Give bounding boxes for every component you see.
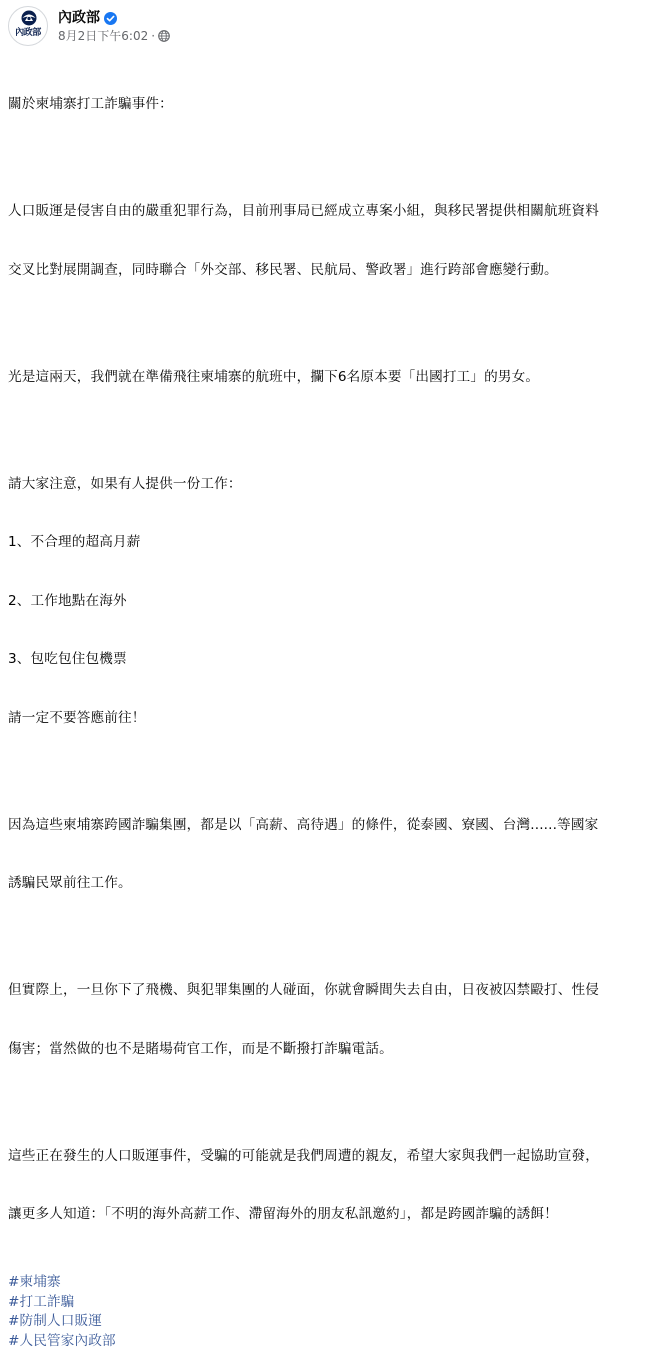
text-line: 人口販運是侵害自由的嚴重犯罪行為，目前刑事局已經成立專案小組，與移民署提供相關航班資料 [8,202,658,222]
paragraph-interception [8,329,658,427]
paragraph-intro [8,163,658,319]
list-item: 1、不合理的超高月薪 [8,533,658,553]
post-body [8,56,658,1351]
text-line: 這些正在發生的人口販運事件，受騙的可能就是我們周遭的親友，希望大家與我們一起協助宣發， [8,1147,658,1167]
paragraph-syndicates [8,777,658,933]
list-item: 2、工作地點在海外 [8,592,658,612]
hashtag-link[interactable]: #打工詐騙 [8,1293,658,1313]
paragraph-warning-list [8,436,658,768]
text-line: 但實際上，一旦你下了飛機、與犯罪集團的人碰面，你就會瞬間失去自由，日夜被囚禁毆打、性侵 [8,981,658,1001]
text-line: 讓更多人知道：「不明的海外高薪工作、滯留海外的朋友私訊邀約」，都是跨國詐騙的誘餌！ [8,1205,658,1225]
text-line: 光是這兩天，我們就在準備飛往柬埔寨的航班中，攔下6名原本要「出國打工」的男女。 [8,368,658,388]
paragraph-heading [8,56,658,154]
meta-row [58,28,170,44]
hashtag-link[interactable]: #柬埔寨 [8,1273,658,1293]
globe-icon[interactable] [158,30,170,42]
page-avatar[interactable] [8,6,48,46]
text-line: 因為這些柬埔寨跨國詐騙集團，都是以「高薪、高待遇」的條件，從泰國、寮國、台灣......等國家 [8,816,658,836]
post-meta [58,8,170,44]
meta-separator: · [151,28,155,44]
paragraph-call-to-action [8,1108,658,1264]
paragraph-reality [8,942,658,1098]
hashtag-link[interactable]: #人民管家內政部 [8,1332,658,1351]
text-line: 請大家注意，如果有人提供一份工作： [8,475,658,495]
list-item: 3、包吃包住包機票 [8,650,658,670]
avatar-label: 內政部 [9,28,47,38]
text-line: 關於柬埔寨打工詐騙事件： [8,95,658,115]
ministry-logo-icon [9,7,49,47]
name-row [58,8,170,28]
post-timestamp-link[interactable]: 8月2日下午6:02 [58,28,148,44]
verified-badge-icon [104,12,117,25]
hashtag-link[interactable]: #防制人口販運 [8,1312,658,1332]
text-line: 交叉比對展開調查，同時聯合「外交部、移民署、民航局、警政署」進行跨部會應變行動。 [8,261,658,281]
text-line: 傷害；當然做的也不是賭場荷官工作，而是不斷撥打詐騙電話。 [8,1040,658,1060]
post-header [8,6,170,46]
text-line: 請一定不要答應前往！ [8,709,658,729]
text-line: 誘騙民眾前往工作。 [8,874,658,894]
page-name-link[interactable]: 內政部 [58,9,100,27]
hashtag-list [8,1273,658,1351]
facebook-post [0,0,670,496]
